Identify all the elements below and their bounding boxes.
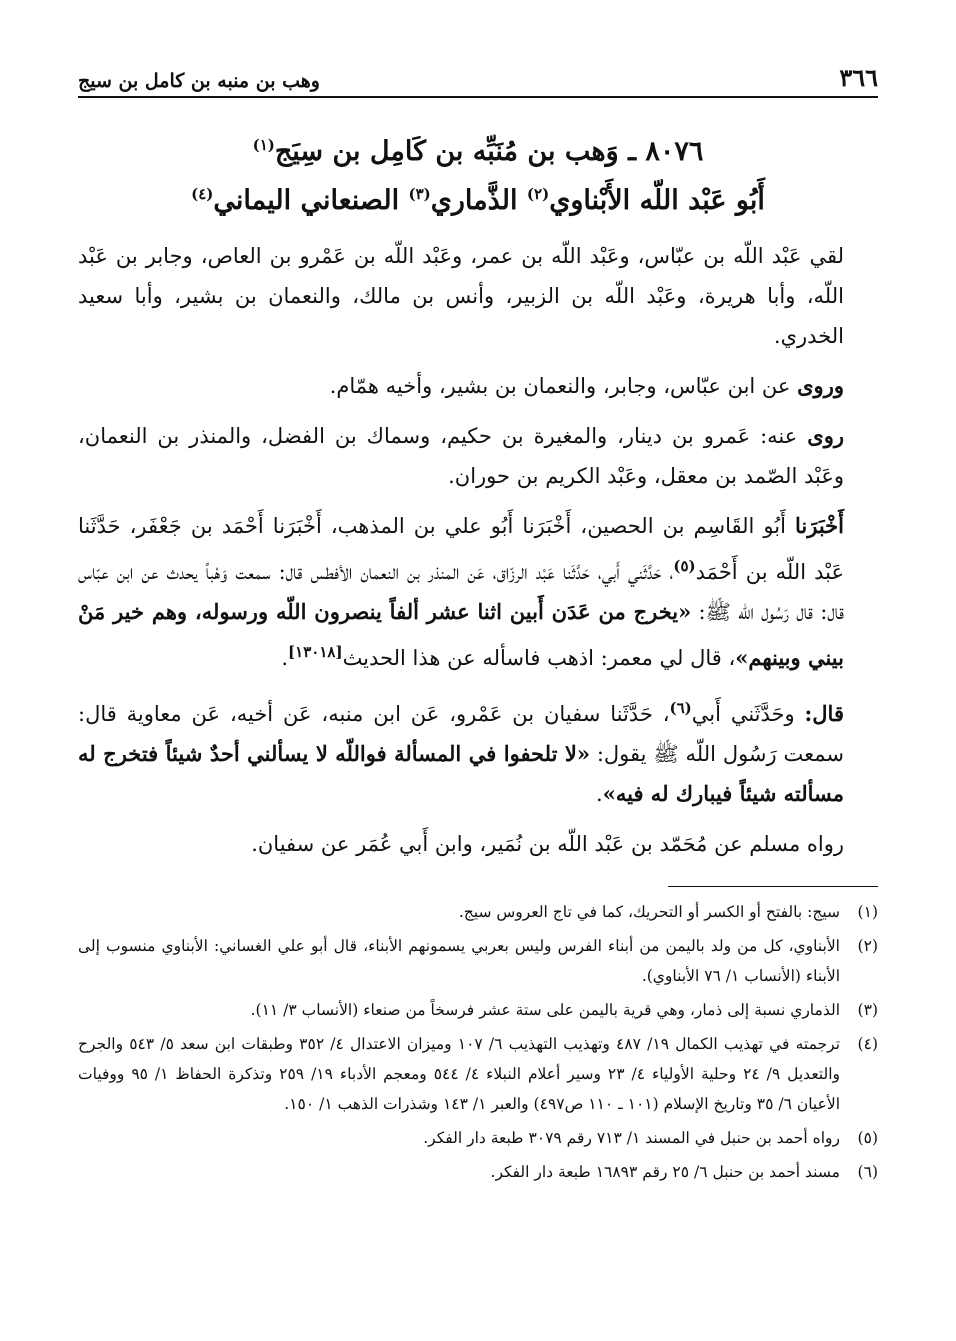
kunya-part-c: الصنعاني اليماني xyxy=(213,185,409,216)
footnotes xyxy=(78,897,878,1187)
narrated-text: عن ابن عبّاس، وجابر، والنعمان بن بشير، وأخيه همّام. xyxy=(329,374,798,398)
kunya-part-a: أَبُو عَبْد اللّه الأَبْناوي xyxy=(549,185,765,216)
second-hadith-text: «لا تلحفوا في المسألة فواللّه لا يسألني أحدٌ شيئاً فتخرج له مسألته شيئاً فيبارك له فيه» xyxy=(78,741,844,806)
isnad-end: . xyxy=(281,646,289,670)
footnote-ref-3: (٣) xyxy=(408,185,431,203)
isnad-part-3: ، قال لي معمر: اذهب فاسأله عن هذا الحديث xyxy=(342,646,736,670)
footnote-ref-1: (١) xyxy=(252,136,275,154)
paragraph-second-hadith xyxy=(78,688,878,814)
footnote-number: (٦) xyxy=(857,1163,878,1181)
footnote-number: (٤) xyxy=(857,1035,878,1053)
from-him-text: عنه: عَمرو بن دينار، والمغيرة بن حكيم، وسماك بن الفضل، والمنذر بن النعمان، وعَبْد الصّمد بن معقل، وعَبْد الكريم بن حوران. xyxy=(78,424,844,488)
second-part-2: ، حَدَّثَنا سفيان بن عَمْرو، عَن ابن منبه، عَن أخيه، عَن معاوية قال: سمعت رَسُول اللّه ﷺ يقول: xyxy=(78,702,844,766)
footnote-ref-2: (٢) xyxy=(526,185,550,203)
second-end: . xyxy=(596,782,603,806)
hadith-reference-number: [١٣٠١٨] xyxy=(288,643,343,661)
paragraph-narrated xyxy=(78,366,878,406)
paragraph-met: لقي عَبْد اللّه بن عبّاس، وعَبْد اللّه بن عمر، وعَبْد اللّه بن عَمْرو بن العاص، وجابر بن عَبْد اللّه، وأبا هريرة، وعَبْد اللّه بن الزبير، وأنس بن مالك، والنعمان بن بشير، وأبا سعيد الخدري. xyxy=(78,244,844,348)
paragraph-isnad xyxy=(78,506,878,678)
footnote xyxy=(78,897,878,927)
footnote xyxy=(78,931,878,991)
isnad-lead: أَخْبَرَنا xyxy=(795,513,844,538)
footnote-ref-4: (٤) xyxy=(191,185,214,203)
paragraph-from-him xyxy=(78,416,878,496)
footnote-number: (٣) xyxy=(857,1001,878,1019)
footnote-ref-5: (٥) xyxy=(673,557,696,575)
isnad-part-2: ، حَدَّثَني أَبي، حَدَّثَنا عَبْد الرزّاق، عَن المنذر بن النعمان الأفطس قال: سمعت وَهْباً يحدث عن ابن عبّاس قال: قال رَسُول اللّه ﷺ: xyxy=(78,560,844,624)
running-header xyxy=(78,58,878,98)
entry-kunya xyxy=(78,173,878,222)
second-lead: قال: xyxy=(804,701,844,726)
footnote-text: سيج: بالفتح أو الكسر أو التحريك، كما في تاج العروس سيج. xyxy=(458,903,840,921)
footnote-number: (١) xyxy=(857,903,878,921)
footnote-number: (٢) xyxy=(857,937,878,955)
footnote xyxy=(78,1029,878,1119)
entry-title-text: ٨٠٧٦ ـ وَهب بن مُنَبِّه بن كَامِل بن سِيَج xyxy=(274,136,704,167)
isnad-part-1: أَبُو القَاسِم بن الحصين، أَخْبَرَنا أَبُو علي بن المذهب، أَخْبَرَنا أَحْمَد بن جَعْفَر، حَدَّثَنا عَبْد اللّه بن أَحْمَد xyxy=(78,514,844,584)
footnote-number: (٥) xyxy=(857,1129,878,1147)
footnote-text: الذماري نسبة إلى ذمار، وهي قرية باليمن على ستة عشر فرسخاً من صنعاء (الأنساب ٣/ ١١). xyxy=(250,1001,840,1019)
from-him-lead: روى xyxy=(807,423,844,448)
footnote-text: مسند أحمد بن حنبل ٦/ ٢٥ رقم ١٦٨٩٣ طبعة دار الفكر. xyxy=(490,1163,840,1181)
paragraph-muslim: رواه مسلم عن مُحَمّد بن عَبْد اللّه بن نُمَير، وابن أَبي عُمَر عن سفيان. xyxy=(251,832,844,856)
second-part-1: وحَدَّثَني أَبي xyxy=(691,702,805,726)
entry-heading xyxy=(78,124,878,222)
footnote xyxy=(78,1123,878,1153)
footnote xyxy=(78,995,878,1025)
isnad-hadith: «يخرج من عَدَن أَبين اثنا عشر ألفاً ينصرون اللّه ورسوله، وهم خير مَنْ بيني وبينهم» xyxy=(78,599,844,670)
page-number: ٣٦٦ xyxy=(839,63,878,92)
footnote-text: ترجمته في تهذيب الكمال ١٩/ ٤٨٧ وتهذيب التهذيب ٦/ ١٠٧ وميزان الاعتدال ٤/ ٣٥٢ وطبقات ابن سعد ٥/ ٥٤٣ والجرح والتعديل ٩/ ٢٤ وحلية الأولياء ٤/ ٢٣ وسير أعلام النبلاء ٤/ ٥٤٤ ومعجم الأدباء ١٩/ ٢٥٩ وتذكرة الحفاظ ١/ ٩٥ ووفيات الأعيان ٦/ ٣٥ وتاريخ الإسلام (١٠١ ـ ١١٠ ص٤٩٧) والعبر ١/ ١٤٣ وشذرات الذهب ١/ ١٥٠. xyxy=(78,1035,841,1113)
footnote-text: رواه أحمد بن حنبل في المسند ١/ ٧١٣ رقم ٣٠٧٩ طبعة دار الفكر. xyxy=(423,1129,840,1147)
footnote xyxy=(78,1157,878,1187)
kunya-part-b: الذَّماري xyxy=(430,185,527,216)
narrated-lead: وروى xyxy=(797,373,844,398)
footnote-divider xyxy=(668,886,878,887)
running-title: وهب بن منبه بن كامل بن سيج xyxy=(78,70,320,92)
entry-title xyxy=(78,124,878,173)
footnote-text: الأبناوي، كل من ولد باليمن من أبناء الفرس وليس بعربي يسمونهم الأبناء، قال أبو علي الغساني: الأبناوي منسوب إلى الأبناء (الأنساب ١/ ٧٦ الأبناوي). xyxy=(78,937,840,985)
footnote-ref-6: (٦) xyxy=(669,699,692,717)
